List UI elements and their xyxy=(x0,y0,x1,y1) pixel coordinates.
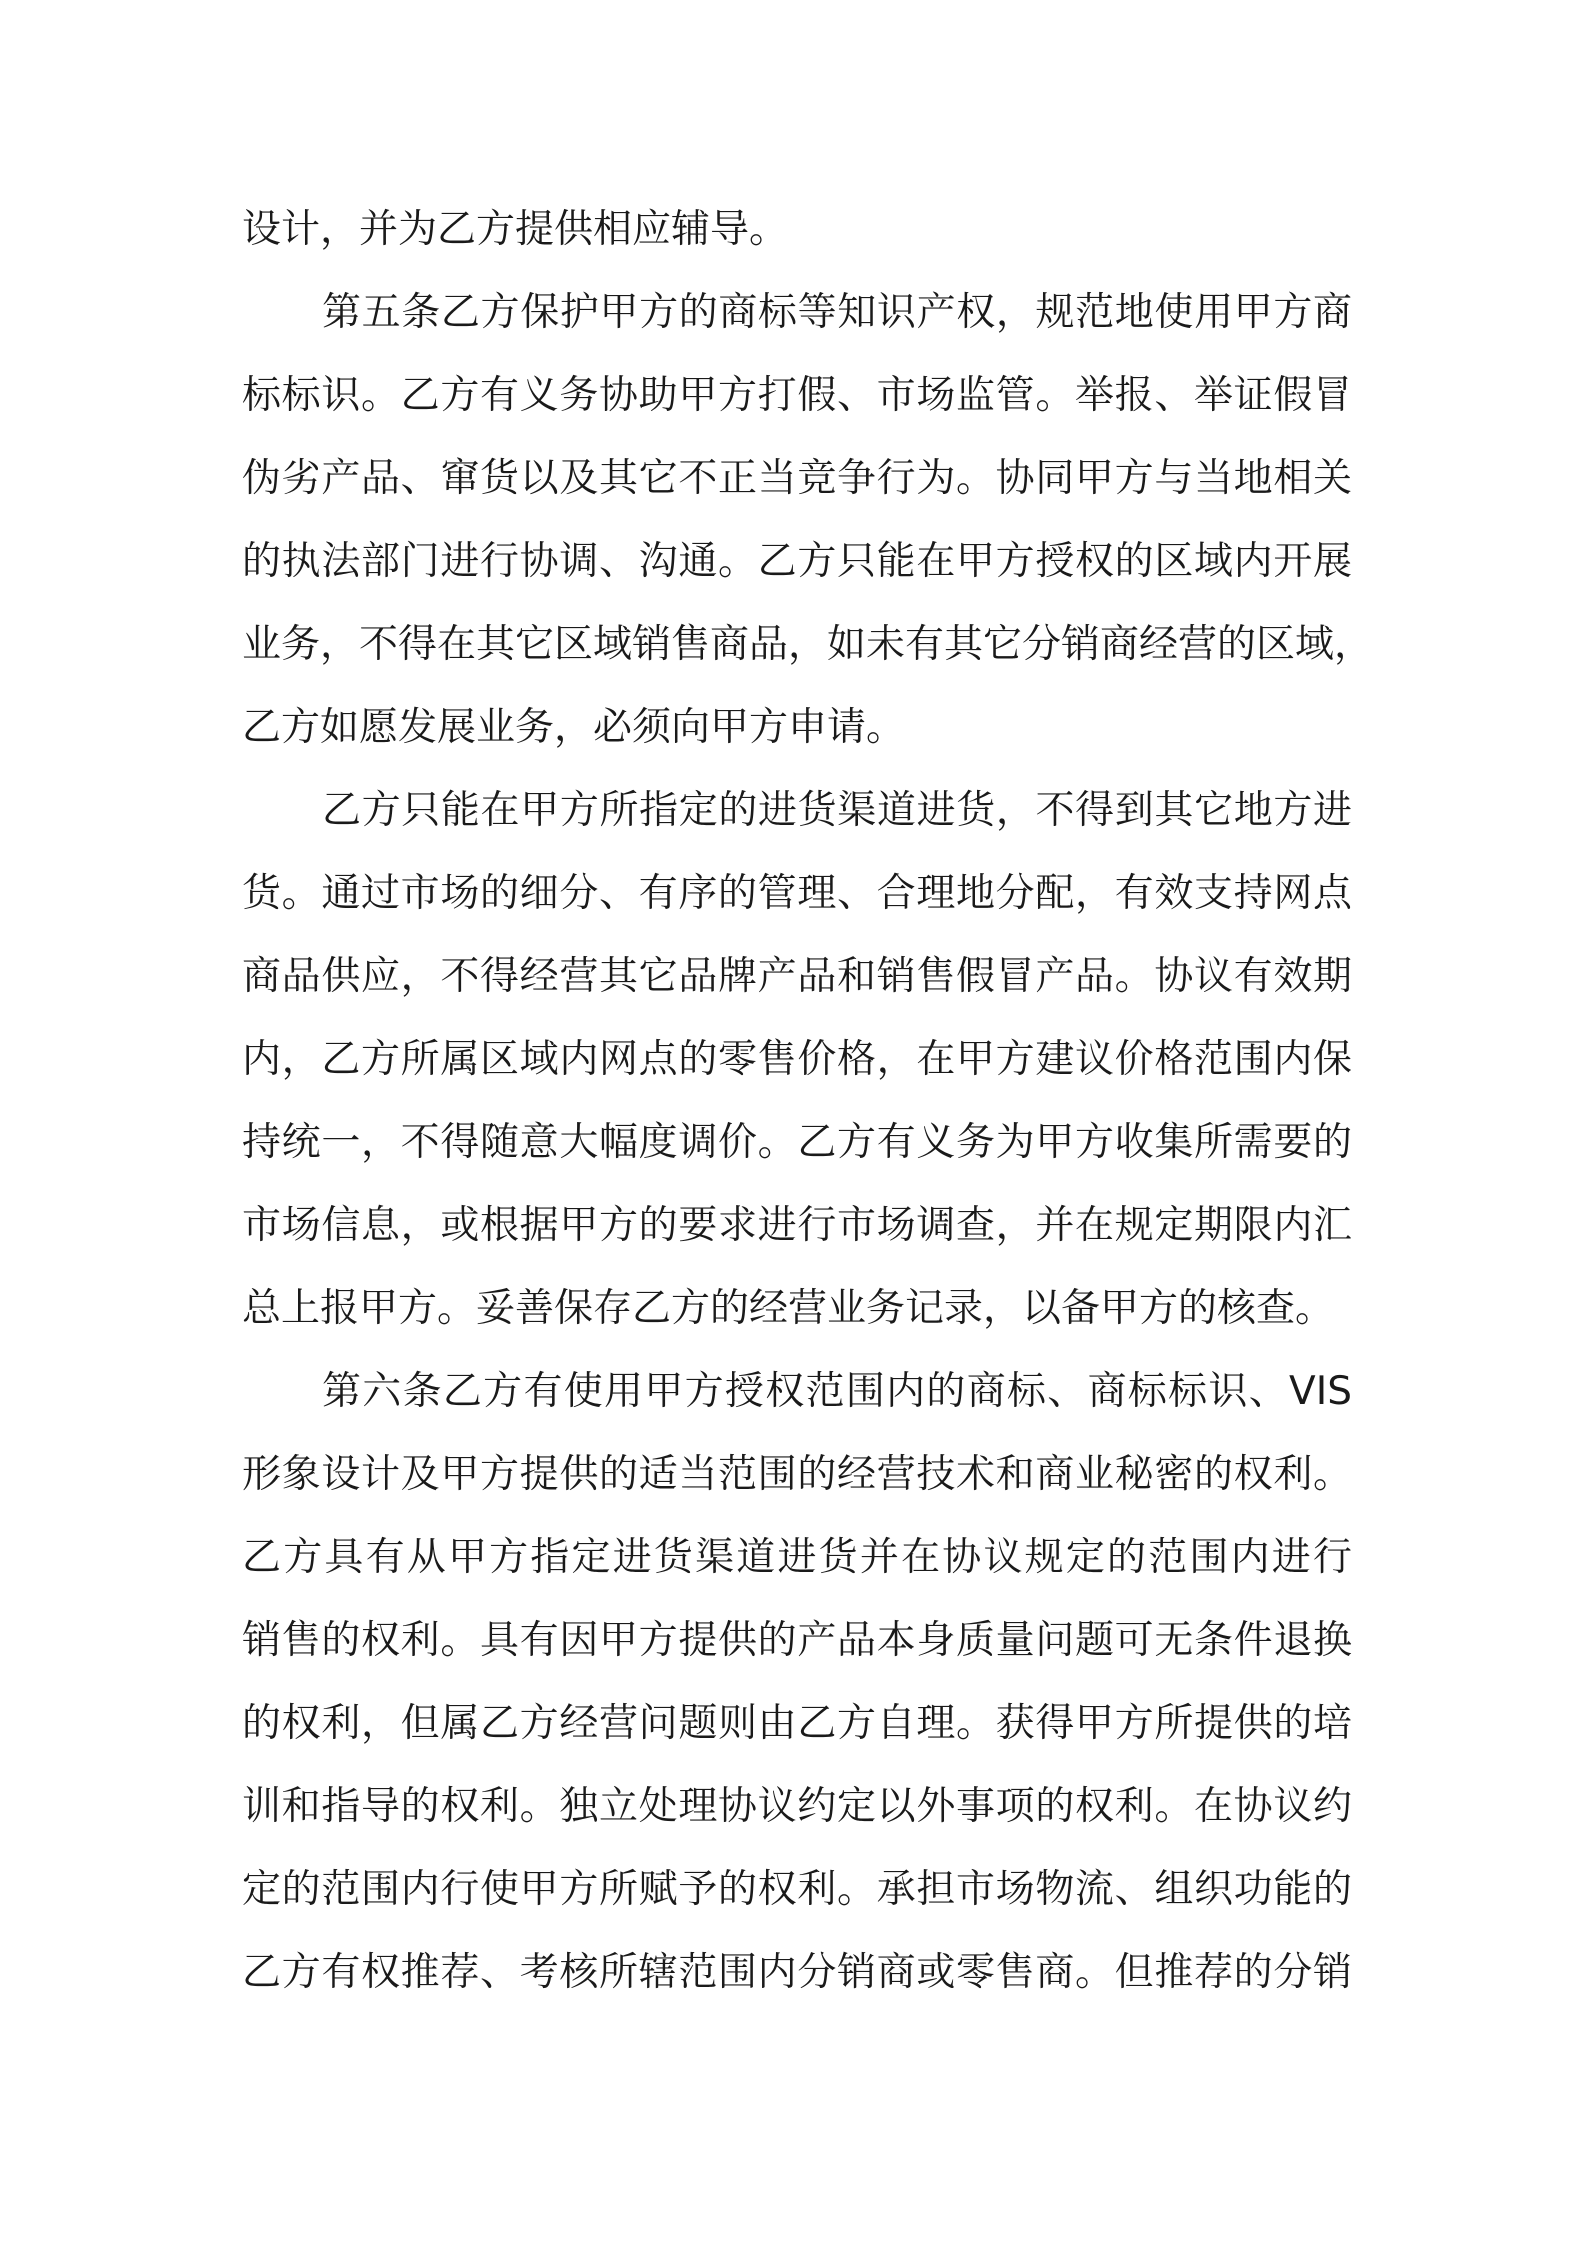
text-line: 定的范围内行使甲方所赋予的权利。承担市场物流、组织功能的 xyxy=(242,1867,1352,1912)
text-line: 内，乙方所属区域内网点的零售价格，在甲方建议价格范围内保 xyxy=(242,1037,1352,1082)
document-page xyxy=(242,188,1374,2014)
text-line: 商品供应，不得经营其它品牌产品和销售假冒产品。协议有效期 xyxy=(242,954,1352,999)
text-line: 训和指导的权利。独立处理协议约定以外事项的权利。在协议约 xyxy=(242,1784,1352,1829)
text-line: 的执法部门进行协调、沟通。乙方只能在甲方授权的区域内开展 xyxy=(242,539,1352,584)
text-line: 标标识。乙方有义务协助甲方打假、市场监管。举报、举证假冒 xyxy=(242,373,1352,418)
text-line: 伪劣产品、窜货以及其它不正当竞争行为。协同甲方与当地相关 xyxy=(242,456,1352,501)
text-line: 第五条乙方保护甲方的商标等知识产权，规范地使用甲方商 xyxy=(322,290,1352,335)
text-line: 的权利，但属乙方经营问题则由乙方自理。获得甲方所提供的培 xyxy=(242,1701,1352,1746)
text-line: 持统一，不得随意大幅度调价。乙方有义务为甲方收集所需要的 xyxy=(242,1120,1352,1165)
text-line: 第六条乙方有使用甲方授权范围内的商标、商标标识、VIS xyxy=(322,1369,1352,1414)
text-line: 乙方有权推荐、考核所辖范围内分销商或零售商。但推荐的分销 xyxy=(242,1950,1352,1995)
text-line: 形象设计及甲方提供的适当范围的经营技术和商业秘密的权利。 xyxy=(242,1452,1352,1497)
text-line: 销售的权利。具有因甲方提供的产品本身质量问题可无条件退换 xyxy=(242,1618,1352,1663)
text-line: 业务，不得在其它区域销售商品，如未有其它分销商经营的区域， xyxy=(242,622,1374,667)
text-line: 乙方如愿发展业务，必须向甲方申请。 xyxy=(242,705,906,750)
text-line: 乙方具有从甲方指定进货渠道进货并在协议规定的范围内进行 xyxy=(242,1535,1352,1580)
text-line: 货。通过市场的细分、有序的管理、合理地分配，有效支持网点 xyxy=(242,871,1352,916)
text-line: 乙方只能在甲方所指定的进货渠道进货，不得到其它地方进 xyxy=(322,788,1352,833)
text-line: 设计，并为乙方提供相应辅导。 xyxy=(242,207,789,252)
text-line: 市场信息，或根据甲方的要求进行市场调查，并在规定期限内汇 xyxy=(242,1203,1352,1248)
text-line: 总上报甲方。妥善保存乙方的经营业务记录，以备甲方的核查。 xyxy=(242,1286,1335,1331)
